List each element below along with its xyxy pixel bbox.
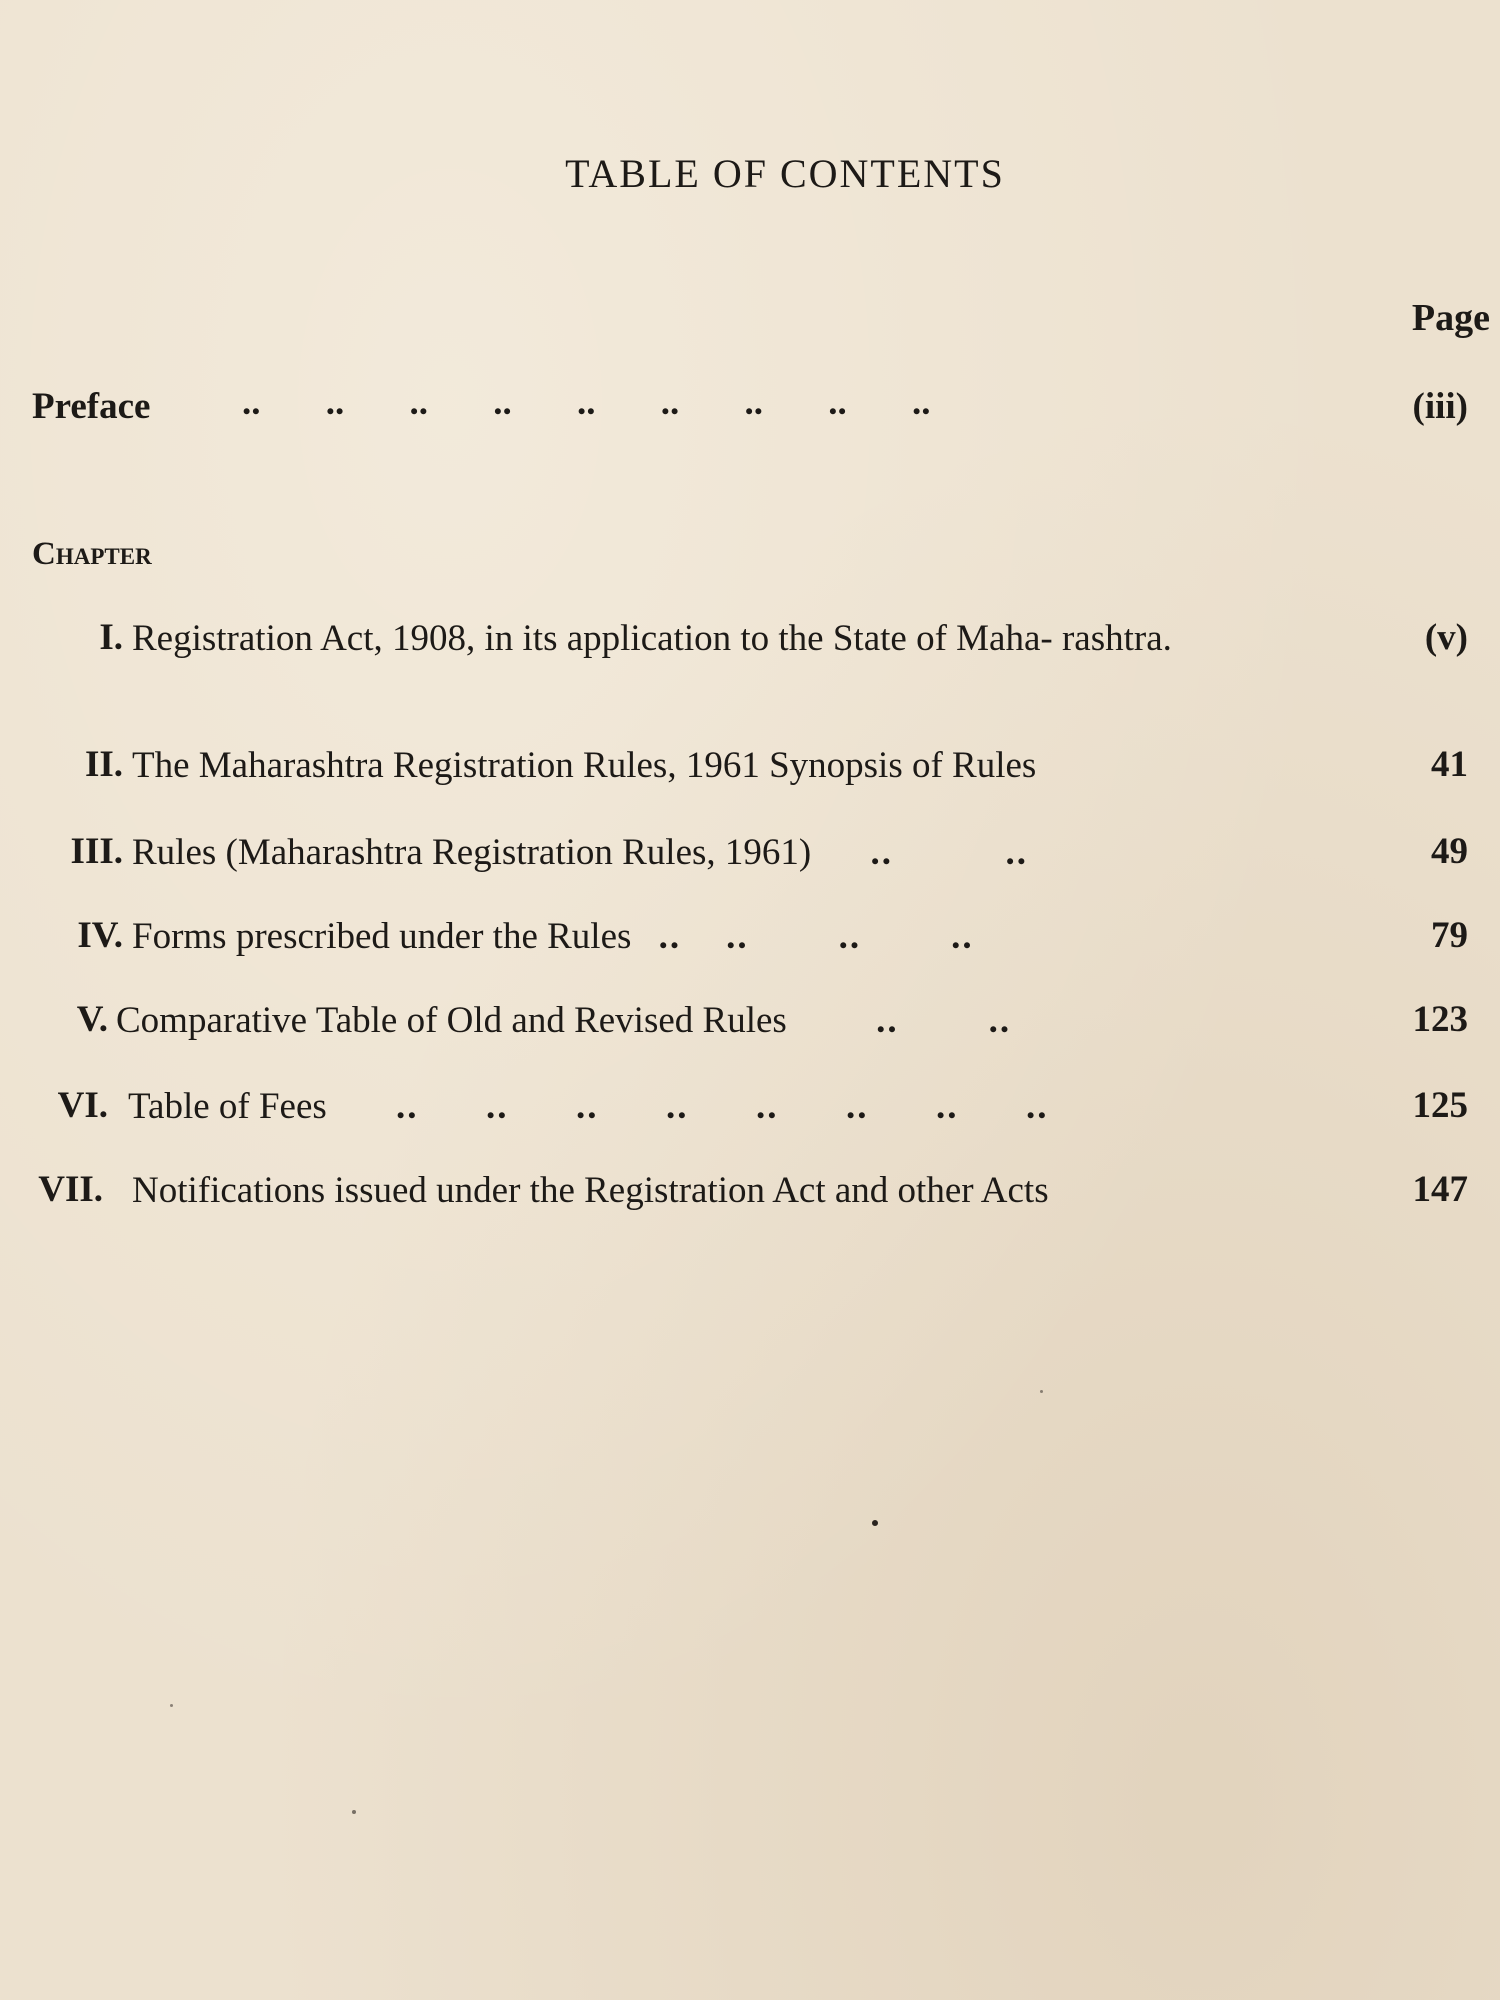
- chapter-title: Forms prescribed under the Rules: [132, 916, 632, 957]
- dot-leader: .. .. .. ..: [658, 916, 974, 957]
- toc-entry-label: Preface: [32, 386, 151, 427]
- chapter-number: III.: [70, 831, 123, 872]
- page-title: TABLE OF CONTENTS: [565, 151, 1005, 196]
- chapter-number: VII.: [38, 1169, 103, 1210]
- toc-entry-page: (iii): [1412, 386, 1468, 427]
- chapter-page: (v): [1424, 617, 1468, 658]
- chapter-title: The Maharashtra Registration Rules, 1961 Synopsis of Rules: [132, 745, 1037, 786]
- chapter-title: Notifications issued under the Registration Act and other Acts: [132, 1170, 1049, 1211]
- chapter-title: Registration Act, 1908, in its application to the State of Maha- rashtra.: [132, 618, 1172, 659]
- dot-leader: .. .. .. .. .. .. .. ..: [396, 1086, 1049, 1127]
- paper-speck: [352, 1810, 356, 1814]
- chapter-title-with-leader: [116, 998, 1296, 1044]
- chapter-page: 41: [1431, 744, 1468, 785]
- dot-leader: .. .. .. .. .. .. .. .. ..: [242, 382, 931, 423]
- paper-speck: [872, 1520, 878, 1526]
- toc-entry-preface[interactable]: [32, 382, 1468, 435]
- page-column-header: Page: [1411, 297, 1490, 339]
- chapter-number: I.: [99, 617, 123, 658]
- chapter-page: 79: [1431, 915, 1468, 956]
- chapter-title-with-leader: [128, 1084, 1308, 1130]
- chapter-page: 123: [1412, 999, 1468, 1040]
- chapter-title: Comparative Table of Old and Revised Rules: [116, 1000, 787, 1041]
- chapter-number: V.: [76, 999, 108, 1040]
- chapter-title: Rules (Maharashtra Registration Rules, 1961): [132, 832, 812, 873]
- chapter-number: II.: [84, 744, 123, 785]
- chapter-page: 125: [1412, 1085, 1468, 1126]
- chapter-page: 49: [1431, 831, 1468, 872]
- paper-speck: [1040, 1390, 1043, 1393]
- chapter-title-with-leader: [132, 914, 1312, 960]
- chapter-page: 147: [1412, 1169, 1468, 1210]
- chapter-heading: Chapter: [32, 536, 152, 572]
- chapter-number: VI.: [57, 1085, 108, 1126]
- chapter-number: IV.: [77, 915, 123, 956]
- chapter-title: Table of Fees: [128, 1086, 327, 1127]
- toc-entry-chapter-1[interactable]: [28, 616, 1468, 716]
- dot-leader: .. ..: [876, 1000, 1012, 1041]
- chapter-title-with-leader: [132, 830, 1312, 876]
- dot-leader: .. ..: [870, 832, 1028, 873]
- paper-speck: [170, 1704, 173, 1707]
